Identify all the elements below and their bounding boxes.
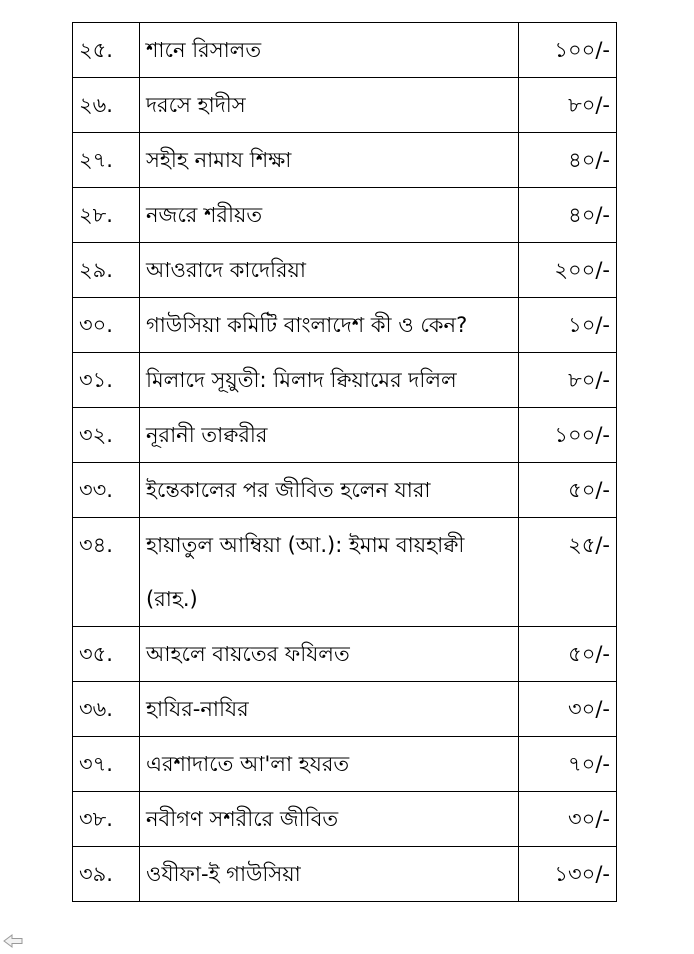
book-price: ১০০/- xyxy=(519,408,617,463)
table-row xyxy=(73,737,617,792)
table-row xyxy=(73,408,617,463)
book-price: ৮০/- xyxy=(519,78,617,133)
row-number: ৩৪. xyxy=(73,518,140,627)
book-title: দরসে হাদীস xyxy=(140,78,519,133)
book-price: ৮০/- xyxy=(519,353,617,408)
book-title: আহলে বায়তের ফযিলত xyxy=(140,627,519,682)
row-number: ৩২. xyxy=(73,408,140,463)
table-row xyxy=(73,78,617,133)
book-title: আওরাদে কাদেরিয়া xyxy=(140,243,519,298)
table-row xyxy=(73,298,617,353)
book-price: ৩০/- xyxy=(519,682,617,737)
row-number: ৩৭. xyxy=(73,737,140,792)
table-row xyxy=(73,133,617,188)
book-title: শানে রিসালত xyxy=(140,23,519,78)
book-price: ৩০/- xyxy=(519,792,617,847)
arrow-left-icon[interactable] xyxy=(2,933,24,949)
row-number: ৩১. xyxy=(73,353,140,408)
table-row xyxy=(73,792,617,847)
row-number: ৩৬. xyxy=(73,682,140,737)
table-row xyxy=(73,23,617,78)
book-price-table xyxy=(72,22,617,902)
book-title: মিলাদে সূয়ুতী: মিলাদ ক্বিয়ামের দলিল xyxy=(140,353,519,408)
book-title: ইন্তেকালের পর জীবিত হলেন যারা xyxy=(140,463,519,518)
book-title: এরশাদাতে আ'লা হযরত xyxy=(140,737,519,792)
row-number: ৩০. xyxy=(73,298,140,353)
book-title: নজরে শরীয়ত xyxy=(140,188,519,243)
book-price: ১০/- xyxy=(519,298,617,353)
table-row xyxy=(73,463,617,518)
table-row xyxy=(73,353,617,408)
book-title: গাউসিয়া কমিটি বাংলাদেশ কী ও কেন? xyxy=(140,298,519,353)
book-title: নূরানী তাক্বরীর xyxy=(140,408,519,463)
book-price: ৭০/- xyxy=(519,737,617,792)
row-number: ২৮. xyxy=(73,188,140,243)
table-row xyxy=(73,847,617,902)
book-price: ৪০/- xyxy=(519,133,617,188)
row-number: ৩৩. xyxy=(73,463,140,518)
book-price: ৪০/- xyxy=(519,188,617,243)
book-price: ২০০/- xyxy=(519,243,617,298)
book-title: সহীহ নামায শিক্ষা xyxy=(140,133,519,188)
book-title: হায়াতুল আম্বিয়া (আ.): ইমাম বায়হাক্বী (রাহ.) xyxy=(140,518,519,627)
table-row xyxy=(73,188,617,243)
row-number: ৩৯. xyxy=(73,847,140,902)
book-title: হাযির-নাযির xyxy=(140,682,519,737)
row-number: ৩৮. xyxy=(73,792,140,847)
row-number: ২৫. xyxy=(73,23,140,78)
row-number: ২৯. xyxy=(73,243,140,298)
table-row xyxy=(73,243,617,298)
row-number: ৩৫. xyxy=(73,627,140,682)
row-number: ২৭. xyxy=(73,133,140,188)
book-title: নবীগণ সশরীরে জীবিত xyxy=(140,792,519,847)
table-row xyxy=(73,627,617,682)
book-price: ২৫/- xyxy=(519,518,617,627)
book-price: ৫০/- xyxy=(519,627,617,682)
book-price: ৫০/- xyxy=(519,463,617,518)
book-price: ১০০/- xyxy=(519,23,617,78)
row-number: ২৬. xyxy=(73,78,140,133)
table-row xyxy=(73,682,617,737)
table-row xyxy=(73,518,617,627)
book-title: ওযীফা-ই গাউসিয়া xyxy=(140,847,519,902)
book-price: ১৩০/- xyxy=(519,847,617,902)
